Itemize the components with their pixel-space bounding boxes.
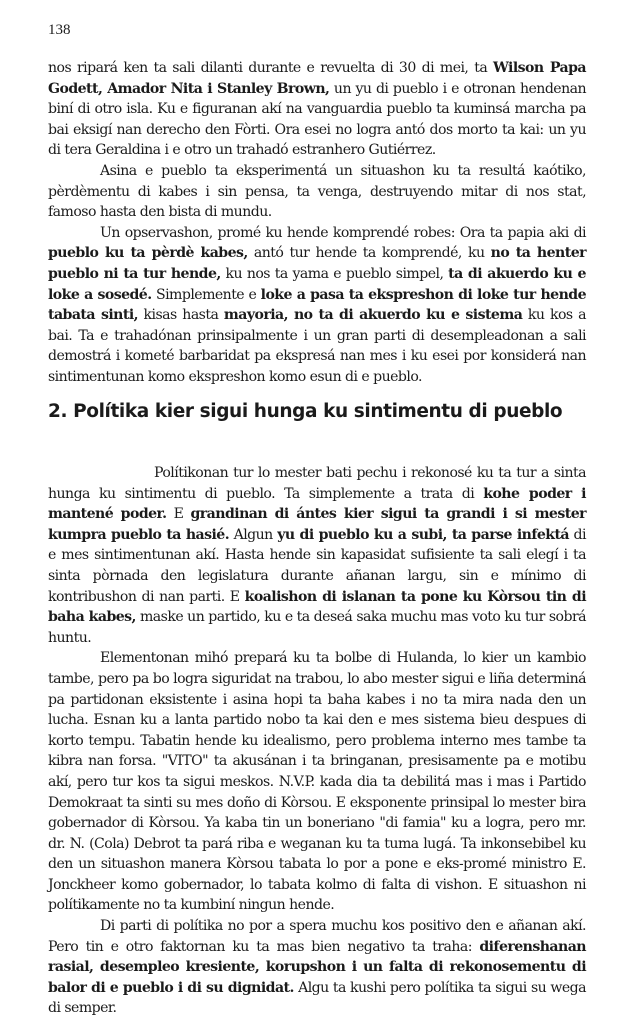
p3-text-4: Simplemente e [151,286,261,303]
p4-text-1: Polítikonan tur lo mester bati pechu i rekonosé ku ta tur a sinta hunga ku sintimentu di pueblo. Ta simplemente a trata di [48,465,586,502]
p3-bold-1: pueblo ku ta pèrdè kabes, [48,245,248,262]
paragraph-4 [48,463,586,648]
section-heading: 2. Polítika kier sigui hunga ku sintimentu di pueblo [48,401,563,422]
p6-bold-1: diferenshanan rasial, desempleo kresiente, korupshon i un falta di rekonosementu di balor di e pueblo i di su dignidat. [48,938,586,996]
p4-bold-3: yu di pueblo ku a subi, ta parse infektá [277,526,570,543]
p3-text-2: antó tur hende ta komprendé, ku [247,245,491,262]
p4-bold-1: kohe poder i mantené poder. [48,485,586,523]
p4-text-4: di e mes sintimentunan akí. Hasta hende sin kapasidat sufisiente ta sali elegí i ta sinta pòrnada den legislatura durante añanan largu, sin e mínimo di kontribushon di nan parti. E [48,526,586,605]
p3-text-3: ku nos ta yama e pueblo simpel, [220,265,449,282]
section-2-text [48,463,586,1019]
p4-text-5: maske un partido, ku e ta deseá saka muchu mas voto ku tur sobrá huntu. [48,609,586,646]
paragraph-6 [48,916,586,1019]
p1-text-2: un yu di pueblo i e otronan hendenan biní di otro isla. Ku e figuranan akí na vanguardia pueblo ta kuminsá marcha pa bai eksigí nan derecho den Fòrti. Ora esei no logra antó dos morto ta kai: un yu di tera Geraldina i e otro un trahadó estranhero Gutiérrez. [48,80,586,159]
paragraph-3 [48,223,586,388]
paragraph-1 [48,58,586,161]
p1-text-1: nos ripará ken ta sali dilanti durante e revuelta di 30 di mei, ta [48,60,494,76]
section-1-text [48,58,586,388]
p3-bold-4: loke a pasa ta ekspreshon di loke tur hende tabata sinti, [48,286,586,324]
p6-text-1: Di parti di polítika no por a spera muchu kos positivo den e añanan akí. Pero tin e otro faktornan ku ta mas bien negativo ta traha: [48,918,586,955]
p3-bold-3: ta di akuerdo ku e loke a sosedé. [48,265,586,303]
page-number: 138 [48,22,71,38]
paragraph-2: Asina e pueblo ta eksperimentá un situashon ku ta resultá kaótiko, pèrdèmentu di kabes i sin pensa, ta venga, destruyendo mitar di nos stat, famoso hasta den bista di mundu. [48,162,586,221]
p4-text-3: Algun [229,526,278,543]
p1-bold-1: Wilson Papa Godett, Amador Nita i Stanley Brown, [48,60,586,97]
p4-text-2: E [166,506,191,523]
p6-text-2: Algu ta kushi pero polítika ta sigui su wega di semper. [48,979,586,1017]
p3-text-6: ku kos a bai. Ta e trahadónan prinsipalmente i un gran parti di desempleadonan a sali demostrá i kometé barbaridat pa ekspresá nan mes i ku esei por konsiderá nan sintimentunan komo ekspreshon komo esun di e pueblo. [48,307,586,385]
p4-bold-2: grandinan di ántes kier sigui ta grandi i si mester kumpra pueblo ta hasié. [48,506,586,543]
paragraph-5: Elementonan mihó prepará ku ta bolbe di Hulanda, lo kier un kambio tambe, pero pa bo logra siguridat na trabou, lo abo mester sigui e liña determiná pa partidonan eksistente i asina hopi ta baha kabes i no ta mira nada den un lucha. Esnan ku a lanta partido nobo ta kai den e mes sistema bieu despues di korto tempu. Tabatin hende ku idealismo, pero problema interno mes tambe ta kibra nan forsa. "VITO" ta akusánan i ta bringanan, presisamente pa e motibu akí, pero tur kos ta sigui meskos. N.V.P. kada dia ta debilitá mas i mas i Partido Demokraat ta sinti su mes doño di Kòrsou. E eksponente prinsipal lo mester bira gobernador di Kòrsou. Ya kaba tin un boneriano "di famia" ku a logra, pero mr. dr. N. (Cola) Debrot ta pará riba e weganan ku ta tuma lugá. Ta inkonsebibel ku den un situashon manera Kòrsou tabata lo por a pone e eks-promé ministro E. Jonckheer komo gobernador, lo tabata kolmo di falta di vishon. E situashon ni polítikamente no ta kumbiní ningun hende. [48,650,586,914]
p3-bold-2: no ta henter pueblo ni ta tur hende, [48,245,586,282]
p3-text-1: Un opservashon, promé ku hende komprendé robes: Ora ta papia aki di [100,224,586,241]
p4-bold-4: koalishon di islanan ta pone ku Kòrsou tin di baha kabes, [48,588,586,626]
p3-text-5: kisas hasta [137,307,224,324]
p3-bold-5: mayoria, no ta di akuerdo ku e sistema [223,307,523,324]
